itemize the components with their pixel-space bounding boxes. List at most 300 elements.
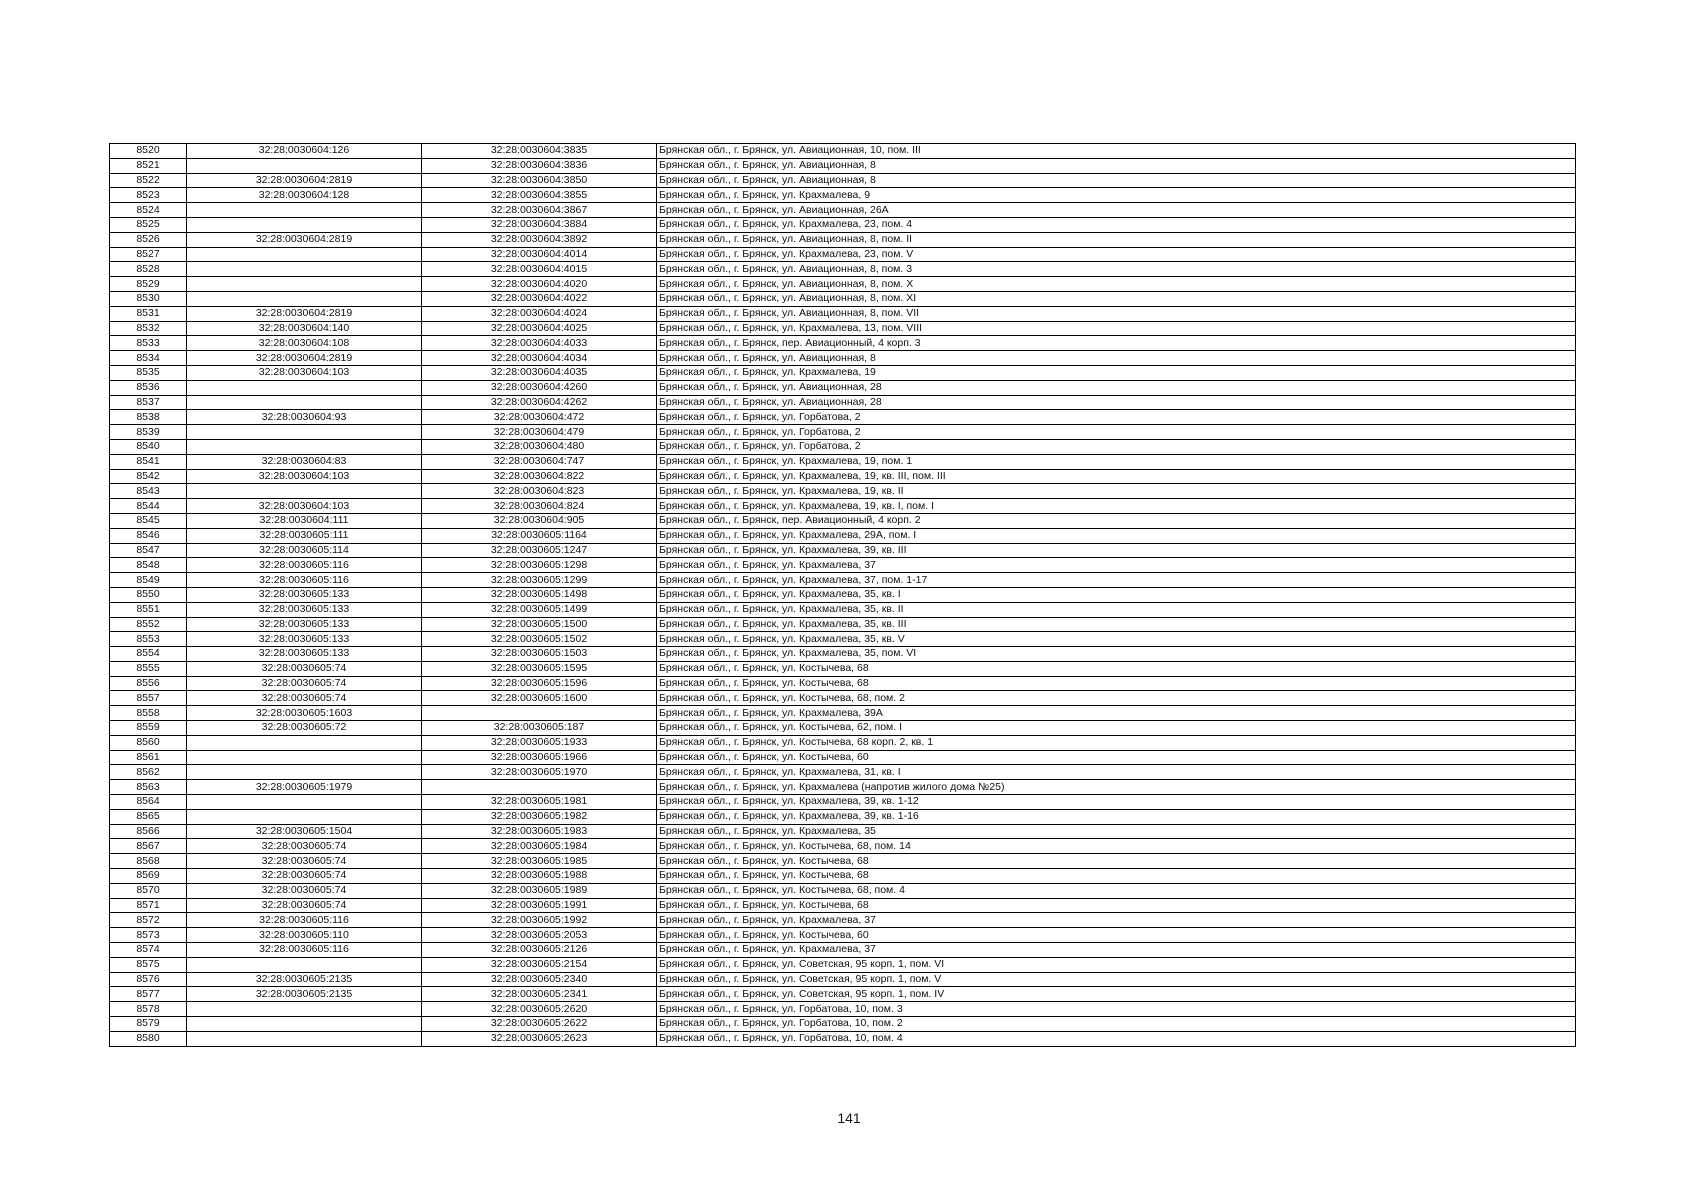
- address-cell: Брянская обл., г. Брянск, ул. Крахмалева, 23, пом. V: [657, 247, 1576, 262]
- table-row: [110, 203, 1576, 218]
- row-number-cell: 8559: [110, 721, 187, 736]
- parcel-number-cell: 32:28:0030605:72: [187, 721, 422, 736]
- table-row: [110, 795, 1576, 810]
- table-row: [110, 528, 1576, 543]
- parcel-number-cell: 32:28:0030605:74: [187, 661, 422, 676]
- object-number-cell: 32:28:0030605:187: [422, 721, 657, 736]
- row-number-cell: 8564: [110, 795, 187, 810]
- table-row: [110, 306, 1576, 321]
- parcel-number-cell: [187, 247, 422, 262]
- parcel-number-cell: [187, 291, 422, 306]
- parcel-number-cell: 32:28:0030605:74: [187, 676, 422, 691]
- address-cell: Брянская обл., г. Брянск, ул. Горбатова, 10, пом. 4: [657, 1031, 1576, 1046]
- object-number-cell: 32:28:0030604:4034: [422, 351, 657, 366]
- table-row: [110, 721, 1576, 736]
- object-number-cell: 32:28:0030604:822: [422, 469, 657, 484]
- address-cell: Брянская обл., г. Брянск, ул. Костычева, 68, пом. 14: [657, 839, 1576, 854]
- address-cell: Брянская обл., г. Брянск, ул. Крахмалева, 37: [657, 913, 1576, 928]
- row-number-cell: 8567: [110, 839, 187, 854]
- row-number-cell: 8528: [110, 262, 187, 277]
- address-cell: Брянская обл., г. Брянск, ул. Советская, 95 корп. 1, пом. VI: [657, 957, 1576, 972]
- table-row: [110, 617, 1576, 632]
- row-number-cell: 8548: [110, 558, 187, 573]
- parcel-number-cell: 32:28:0030605:74: [187, 869, 422, 884]
- row-number-cell: 8558: [110, 706, 187, 721]
- parcel-number-cell: 32:28:0030605:74: [187, 854, 422, 869]
- address-cell: Брянская обл., г. Брянск, ул. Горбатова, 10, пом. 2: [657, 1017, 1576, 1032]
- row-number-cell: 8580: [110, 1031, 187, 1046]
- address-cell: Брянская обл., г. Брянск, ул. Крахмалева, 37, пом. 1-17: [657, 573, 1576, 588]
- row-number-cell: 8574: [110, 943, 187, 958]
- parcel-number-cell: [187, 1017, 422, 1032]
- object-number-cell: 32:28:0030605:2154: [422, 957, 657, 972]
- parcel-number-cell: [187, 750, 422, 765]
- table-row: [110, 232, 1576, 247]
- parcel-number-cell: 32:28:0030605:116: [187, 913, 422, 928]
- parcel-number-cell: 32:28:0030605:116: [187, 558, 422, 573]
- address-cell: Брянская обл., г. Брянск, ул. Авиационная, 8, пом. 3: [657, 262, 1576, 277]
- address-cell: Брянская обл., г. Брянск, ул. Авиационная, 28: [657, 380, 1576, 395]
- object-number-cell: 32:28:0030605:1989: [422, 883, 657, 898]
- address-cell: Брянская обл., г. Брянск, ул. Крахмалева, 35, кв. V: [657, 632, 1576, 647]
- object-number-cell: 32:28:0030604:4033: [422, 336, 657, 351]
- address-cell: Брянская обл., г. Брянск, ул. Крахмалева, 31, кв. I: [657, 765, 1576, 780]
- address-cell: Брянская обл., г. Брянск, пер. Авиационный, 4 корп. 3: [657, 336, 1576, 351]
- address-cell: Брянская обл., г. Брянск, ул. Авиационная, 26А: [657, 203, 1576, 218]
- address-cell: Брянская обл., г. Брянск, ул. Крахмалева, 35, кв. II: [657, 602, 1576, 617]
- row-number-cell: 8555: [110, 661, 187, 676]
- parcel-number-cell: [187, 957, 422, 972]
- object-number-cell: 32:28:0030605:1247: [422, 543, 657, 558]
- address-cell: Брянская обл., г. Брянск, ул. Авиационная, 8: [657, 351, 1576, 366]
- object-number-cell: 32:28:0030604:905: [422, 513, 657, 528]
- parcel-number-cell: 32:28:0030605:2135: [187, 972, 422, 987]
- address-cell: Брянская обл., г. Брянск, ул. Костычева, 68: [657, 869, 1576, 884]
- address-cell: Брянская обл., г. Брянск, ул. Костычева, 68, пом. 2: [657, 691, 1576, 706]
- object-number-cell: 32:28:0030605:1984: [422, 839, 657, 854]
- address-cell: Брянская обл., г. Брянск, ул. Крахмалева, 39, кв. 1-16: [657, 809, 1576, 824]
- object-number-cell: 32:28:0030604:479: [422, 425, 657, 440]
- table-row: [110, 558, 1576, 573]
- table-row: [110, 351, 1576, 366]
- object-number-cell: 32:28:0030604:4020: [422, 277, 657, 292]
- table-row: [110, 898, 1576, 913]
- parcel-number-cell: 32:28:0030605:1603: [187, 706, 422, 721]
- table-row: [110, 425, 1576, 440]
- object-number-cell: 32:28:0030604:4022: [422, 291, 657, 306]
- parcel-number-cell: 32:28:0030605:74: [187, 839, 422, 854]
- parcel-number-cell: 32:28:0030604:111: [187, 513, 422, 528]
- address-cell: Брянская обл., г. Брянск, ул. Крахмалева, 35, пом. VI: [657, 647, 1576, 662]
- table-row: [110, 676, 1576, 691]
- address-cell: Брянская обл., г. Брянск, ул. Крахмалева, 39А: [657, 706, 1576, 721]
- object-number-cell: [422, 780, 657, 795]
- parcel-number-cell: 32:28:0030604:103: [187, 469, 422, 484]
- object-number-cell: 32:28:0030605:1970: [422, 765, 657, 780]
- parcel-number-cell: 32:28:0030605:111: [187, 528, 422, 543]
- table-row: [110, 957, 1576, 972]
- object-number-cell: 32:28:0030605:2053: [422, 928, 657, 943]
- object-number-cell: 32:28:0030605:1499: [422, 602, 657, 617]
- table-row: [110, 869, 1576, 884]
- object-number-cell: 32:28:0030604:3836: [422, 158, 657, 173]
- address-cell: Брянская обл., г. Брянск, ул. Крахмалева, 13, пом. VIII: [657, 321, 1576, 336]
- address-cell: Брянская обл., г. Брянск, ул. Крахмалева, 9: [657, 188, 1576, 203]
- object-number-cell: 32:28:0030604:4260: [422, 380, 657, 395]
- row-number-cell: 8521: [110, 158, 187, 173]
- row-number-cell: 8560: [110, 735, 187, 750]
- table-row: [110, 987, 1576, 1002]
- address-cell: Брянская обл., г. Брянск, ул. Авиационная, 8, пом. XI: [657, 291, 1576, 306]
- parcel-number-cell: 32:28:0030604:2819: [187, 306, 422, 321]
- table-row: [110, 661, 1576, 676]
- row-number-cell: 8568: [110, 854, 187, 869]
- address-cell: Брянская обл., г. Брянск, ул. Крахмалева, 29А, пом. I: [657, 528, 1576, 543]
- object-number-cell: 32:28:0030605:1933: [422, 735, 657, 750]
- address-cell: Брянская обл., г. Брянск, ул. Крахмалева, 19: [657, 365, 1576, 380]
- table-row: [110, 262, 1576, 277]
- table-row: [110, 380, 1576, 395]
- address-cell: Брянская обл., г. Брянск, ул. Крахмалева, 35, кв. III: [657, 617, 1576, 632]
- object-number-cell: 32:28:0030605:1498: [422, 587, 657, 602]
- row-number-cell: 8565: [110, 809, 187, 824]
- address-cell: Брянская обл., г. Брянск, ул. Крахмалева, 19, кв. I, пом. I: [657, 499, 1576, 514]
- object-number-cell: 32:28:0030604:4025: [422, 321, 657, 336]
- object-number-cell: 32:28:0030604:472: [422, 410, 657, 425]
- row-number-cell: 8546: [110, 528, 187, 543]
- row-number-cell: 8523: [110, 188, 187, 203]
- address-cell: Брянская обл., г. Брянск, ул. Крахмалева, 37: [657, 558, 1576, 573]
- object-number-cell: 32:28:0030605:2623: [422, 1031, 657, 1046]
- table-row: [110, 410, 1576, 425]
- parcel-number-cell: 32:28:0030605:116: [187, 943, 422, 958]
- parcel-number-cell: 32:28:0030605:2135: [187, 987, 422, 1002]
- row-number-cell: 8527: [110, 247, 187, 262]
- parcel-number-cell: [187, 795, 422, 810]
- row-number-cell: 8524: [110, 203, 187, 218]
- table-row: [110, 854, 1576, 869]
- row-number-cell: 8545: [110, 513, 187, 528]
- page-number: 141: [837, 1110, 861, 1126]
- parcel-number-cell: 32:28:0030604:103: [187, 499, 422, 514]
- row-number-cell: 8539: [110, 425, 187, 440]
- row-number-cell: 8529: [110, 277, 187, 292]
- object-number-cell: 32:28:0030605:1298: [422, 558, 657, 573]
- row-number-cell: 8533: [110, 336, 187, 351]
- row-number-cell: 8541: [110, 454, 187, 469]
- address-cell: Брянская обл., г. Брянск, ул. Костычева, 68: [657, 854, 1576, 869]
- address-cell: Брянская обл., г. Брянск, ул. Крахмалева, 39, кв. III: [657, 543, 1576, 558]
- row-number-cell: 8569: [110, 869, 187, 884]
- row-number-cell: 8522: [110, 173, 187, 188]
- parcel-number-cell: 32:28:0030605:133: [187, 647, 422, 662]
- row-number-cell: 8576: [110, 972, 187, 987]
- address-cell: Брянская обл., г. Брянск, ул. Горбатова, 10, пом. 3: [657, 1002, 1576, 1017]
- parcel-number-cell: 32:28:0030605:133: [187, 602, 422, 617]
- parcel-number-cell: [187, 765, 422, 780]
- parcel-number-cell: [187, 1002, 422, 1017]
- parcel-number-cell: [187, 395, 422, 410]
- parcel-number-cell: 32:28:0030604:2819: [187, 173, 422, 188]
- parcel-number-cell: 32:28:0030604:83: [187, 454, 422, 469]
- object-number-cell: 32:28:0030605:2341: [422, 987, 657, 1002]
- parcel-number-cell: 32:28:0030604:128: [187, 188, 422, 203]
- object-number-cell: 32:28:0030605:1983: [422, 824, 657, 839]
- table-row: [110, 439, 1576, 454]
- table-row: [110, 691, 1576, 706]
- row-number-cell: 8526: [110, 232, 187, 247]
- parcel-number-cell: 32:28:0030605:133: [187, 632, 422, 647]
- table-row: [110, 173, 1576, 188]
- row-number-cell: 8543: [110, 484, 187, 499]
- object-number-cell: 32:28:0030605:2126: [422, 943, 657, 958]
- address-cell: Брянская обл., г. Брянск, ул. Крахмалева, 23, пом. 4: [657, 217, 1576, 232]
- object-number-cell: 32:28:0030604:823: [422, 484, 657, 499]
- table-row: [110, 454, 1576, 469]
- address-cell: Брянская обл., г. Брянск, ул. Костычева, 62, пом. I: [657, 721, 1576, 736]
- table-row: [110, 632, 1576, 647]
- row-number-cell: 8557: [110, 691, 187, 706]
- row-number-cell: 8579: [110, 1017, 187, 1032]
- row-number-cell: 8525: [110, 217, 187, 232]
- object-number-cell: 32:28:0030605:2622: [422, 1017, 657, 1032]
- parcel-number-cell: [187, 277, 422, 292]
- address-cell: Брянская обл., г. Брянск, ул. Крахмалева, 39, кв. 1-12: [657, 795, 1576, 810]
- cadastral-table: [109, 143, 1576, 1047]
- table-row: [110, 913, 1576, 928]
- row-number-cell: 8570: [110, 883, 187, 898]
- parcel-number-cell: [187, 203, 422, 218]
- address-cell: Брянская обл., г. Брянск, ул. Костычева, 68: [657, 898, 1576, 913]
- row-number-cell: 8578: [110, 1002, 187, 1017]
- object-number-cell: 32:28:0030604:747: [422, 454, 657, 469]
- address-cell: Брянская обл., г. Брянск, ул. Крахмалева, 35, кв. I: [657, 587, 1576, 602]
- row-number-cell: 8573: [110, 928, 187, 943]
- table-row: [110, 499, 1576, 514]
- parcel-number-cell: 32:28:0030605:1504: [187, 824, 422, 839]
- row-number-cell: 8577: [110, 987, 187, 1002]
- object-number-cell: 32:28:0030605:1981: [422, 795, 657, 810]
- object-number-cell: 32:28:0030604:824: [422, 499, 657, 514]
- object-number-cell: 32:28:0030605:1991: [422, 898, 657, 913]
- object-number-cell: [422, 706, 657, 721]
- row-number-cell: 8520: [110, 144, 187, 159]
- row-number-cell: 8532: [110, 321, 187, 336]
- address-cell: Брянская обл., г. Брянск, ул. Авиационная, 8: [657, 173, 1576, 188]
- parcel-number-cell: 32:28:0030605:133: [187, 617, 422, 632]
- parcel-number-cell: [187, 809, 422, 824]
- object-number-cell: 32:28:0030605:1500: [422, 617, 657, 632]
- row-number-cell: 8549: [110, 573, 187, 588]
- row-number-cell: 8542: [110, 469, 187, 484]
- row-number-cell: 8556: [110, 676, 187, 691]
- table-row: [110, 972, 1576, 987]
- table-row: [110, 291, 1576, 306]
- address-cell: Брянская обл., г. Брянск, ул. Авиационная, 28: [657, 395, 1576, 410]
- address-cell: Брянская обл., г. Брянск, ул. Горбатова, 2: [657, 410, 1576, 425]
- object-number-cell: 32:28:0030604:4024: [422, 306, 657, 321]
- object-number-cell: 32:28:0030604:4035: [422, 365, 657, 380]
- parcel-number-cell: [187, 439, 422, 454]
- parcel-number-cell: 32:28:0030605:116: [187, 573, 422, 588]
- address-cell: Брянская обл., г. Брянск, ул. Авиационная, 8, пом. II: [657, 232, 1576, 247]
- object-number-cell: 32:28:0030605:1595: [422, 661, 657, 676]
- table-row: [110, 321, 1576, 336]
- table-row: [110, 602, 1576, 617]
- object-number-cell: 32:28:0030605:1966: [422, 750, 657, 765]
- parcel-number-cell: [187, 158, 422, 173]
- object-number-cell: 32:28:0030604:3850: [422, 173, 657, 188]
- address-cell: Брянская обл., г. Брянск, ул. Авиационная, 8, пом. X: [657, 277, 1576, 292]
- parcel-number-cell: 32:28:0030604:103: [187, 365, 422, 380]
- row-number-cell: 8563: [110, 780, 187, 795]
- table-row: [110, 395, 1576, 410]
- row-number-cell: 8538: [110, 410, 187, 425]
- address-cell: Брянская обл., г. Брянск, ул. Костычева, 60: [657, 928, 1576, 943]
- row-number-cell: 8554: [110, 647, 187, 662]
- object-number-cell: 32:28:0030604:480: [422, 439, 657, 454]
- table-row: [110, 573, 1576, 588]
- table-row: [110, 824, 1576, 839]
- parcel-number-cell: 32:28:0030604:108: [187, 336, 422, 351]
- table-row: [110, 750, 1576, 765]
- address-cell: Брянская обл., г. Брянск, ул. Костычева, 60: [657, 750, 1576, 765]
- row-number-cell: 8531: [110, 306, 187, 321]
- address-cell: Брянская обл., г. Брянск, ул. Костычева, 68: [657, 676, 1576, 691]
- table-row: [110, 1017, 1576, 1032]
- object-number-cell: 32:28:0030605:2620: [422, 1002, 657, 1017]
- table-row: [110, 277, 1576, 292]
- address-cell: Брянская обл., г. Брянск, ул. Авиационная, 8, пом. VII: [657, 306, 1576, 321]
- object-number-cell: 32:28:0030605:1299: [422, 573, 657, 588]
- object-number-cell: 32:28:0030604:3884: [422, 217, 657, 232]
- table-row: [110, 706, 1576, 721]
- parcel-number-cell: 32:28:0030605:133: [187, 587, 422, 602]
- object-number-cell: 32:28:0030604:3892: [422, 232, 657, 247]
- row-number-cell: 8562: [110, 765, 187, 780]
- object-number-cell: 32:28:0030605:1982: [422, 809, 657, 824]
- table-row: [110, 188, 1576, 203]
- parcel-number-cell: 32:28:0030604:126: [187, 144, 422, 159]
- address-cell: Брянская обл., г. Брянск, ул. Крахмалева, 19, кв. III, пом. III: [657, 469, 1576, 484]
- parcel-number-cell: [187, 484, 422, 499]
- row-number-cell: 8530: [110, 291, 187, 306]
- parcel-number-cell: 32:28:0030605:74: [187, 691, 422, 706]
- row-number-cell: 8544: [110, 499, 187, 514]
- object-number-cell: 32:28:0030604:3855: [422, 188, 657, 203]
- address-cell: Брянская обл., г. Брянск, ул. Советская, 95 корп. 1, пом. IV: [657, 987, 1576, 1002]
- table-row: [110, 217, 1576, 232]
- object-number-cell: 32:28:0030604:4014: [422, 247, 657, 262]
- table-row: [110, 735, 1576, 750]
- object-number-cell: 32:28:0030605:2340: [422, 972, 657, 987]
- row-number-cell: 8534: [110, 351, 187, 366]
- object-number-cell: 32:28:0030605:1596: [422, 676, 657, 691]
- parcel-number-cell: 32:28:0030604:93: [187, 410, 422, 425]
- table-row: [110, 928, 1576, 943]
- object-number-cell: 32:28:0030605:1985: [422, 854, 657, 869]
- table-row: [110, 469, 1576, 484]
- table-row: [110, 780, 1576, 795]
- row-number-cell: 8561: [110, 750, 187, 765]
- address-cell: Брянская обл., г. Брянск, ул. Крахмалева, 37: [657, 943, 1576, 958]
- parcel-number-cell: 32:28:0030604:2819: [187, 351, 422, 366]
- parcel-number-cell: [187, 217, 422, 232]
- address-cell: Брянская обл., г. Брянск, ул. Крахмалева, 35: [657, 824, 1576, 839]
- address-cell: Брянская обл., г. Брянск, ул. Крахмалева (напротив жилого дома №25): [657, 780, 1576, 795]
- address-cell: Брянская обл., г. Брянск, ул. Костычева, 68: [657, 661, 1576, 676]
- row-number-cell: 8575: [110, 957, 187, 972]
- parcel-number-cell: 32:28:0030605:114: [187, 543, 422, 558]
- object-number-cell: 32:28:0030605:1988: [422, 869, 657, 884]
- object-number-cell: 32:28:0030604:3867: [422, 203, 657, 218]
- address-cell: Брянская обл., г. Брянск, ул. Авиационная, 8: [657, 158, 1576, 173]
- table-row: [110, 883, 1576, 898]
- row-number-cell: 8537: [110, 395, 187, 410]
- object-number-cell: 32:28:0030604:4015: [422, 262, 657, 277]
- row-number-cell: 8551: [110, 602, 187, 617]
- row-number-cell: 8547: [110, 543, 187, 558]
- address-cell: Брянская обл., г. Брянск, ул. Авиационная, 10, пом. III: [657, 144, 1576, 159]
- object-number-cell: 32:28:0030604:3835: [422, 144, 657, 159]
- parcel-number-cell: [187, 425, 422, 440]
- parcel-number-cell: 32:28:0030605:74: [187, 898, 422, 913]
- address-cell: Брянская обл., г. Брянск, ул. Горбатова, 2: [657, 439, 1576, 454]
- address-cell: Брянская обл., г. Брянск, ул. Костычева, 68, пом. 4: [657, 883, 1576, 898]
- row-number-cell: 8566: [110, 824, 187, 839]
- table-row: [110, 543, 1576, 558]
- table-row: [110, 158, 1576, 173]
- address-cell: Брянская обл., г. Брянск, ул. Горбатова, 2: [657, 425, 1576, 440]
- object-number-cell: 32:28:0030605:1502: [422, 632, 657, 647]
- parcel-number-cell: [187, 735, 422, 750]
- row-number-cell: 8571: [110, 898, 187, 913]
- parcel-number-cell: 32:28:0030605:110: [187, 928, 422, 943]
- row-number-cell: 8540: [110, 439, 187, 454]
- address-cell: Брянская обл., г. Брянск, ул. Костычева, 68 корп. 2, кв. 1: [657, 735, 1576, 750]
- parcel-number-cell: 32:28:0030604:140: [187, 321, 422, 336]
- parcel-number-cell: [187, 380, 422, 395]
- parcel-number-cell: 32:28:0030604:2819: [187, 232, 422, 247]
- parcel-number-cell: [187, 1031, 422, 1046]
- parcel-number-cell: 32:28:0030605:74: [187, 883, 422, 898]
- row-number-cell: 8552: [110, 617, 187, 632]
- address-cell: Брянская обл., г. Брянск, ул. Советская, 95 корп. 1, пом. V: [657, 972, 1576, 987]
- cadastral-table-body: [110, 144, 1576, 1047]
- object-number-cell: 32:28:0030605:1503: [422, 647, 657, 662]
- table-row: [110, 484, 1576, 499]
- table-row: [110, 1002, 1576, 1017]
- object-number-cell: 32:28:0030605:1600: [422, 691, 657, 706]
- table-row: [110, 247, 1576, 262]
- table-row: [110, 587, 1576, 602]
- table-row: [110, 943, 1576, 958]
- table-row: [110, 1031, 1576, 1046]
- table-row: [110, 809, 1576, 824]
- row-number-cell: 8536: [110, 380, 187, 395]
- row-number-cell: 8535: [110, 365, 187, 380]
- object-number-cell: 32:28:0030604:4262: [422, 395, 657, 410]
- table-row: [110, 365, 1576, 380]
- parcel-number-cell: 32:28:0030605:1979: [187, 780, 422, 795]
- row-number-cell: 8572: [110, 913, 187, 928]
- table-row: [110, 144, 1576, 159]
- table-row: [110, 513, 1576, 528]
- object-number-cell: 32:28:0030605:1164: [422, 528, 657, 543]
- row-number-cell: 8550: [110, 587, 187, 602]
- table-row: [110, 839, 1576, 854]
- table-row: [110, 336, 1576, 351]
